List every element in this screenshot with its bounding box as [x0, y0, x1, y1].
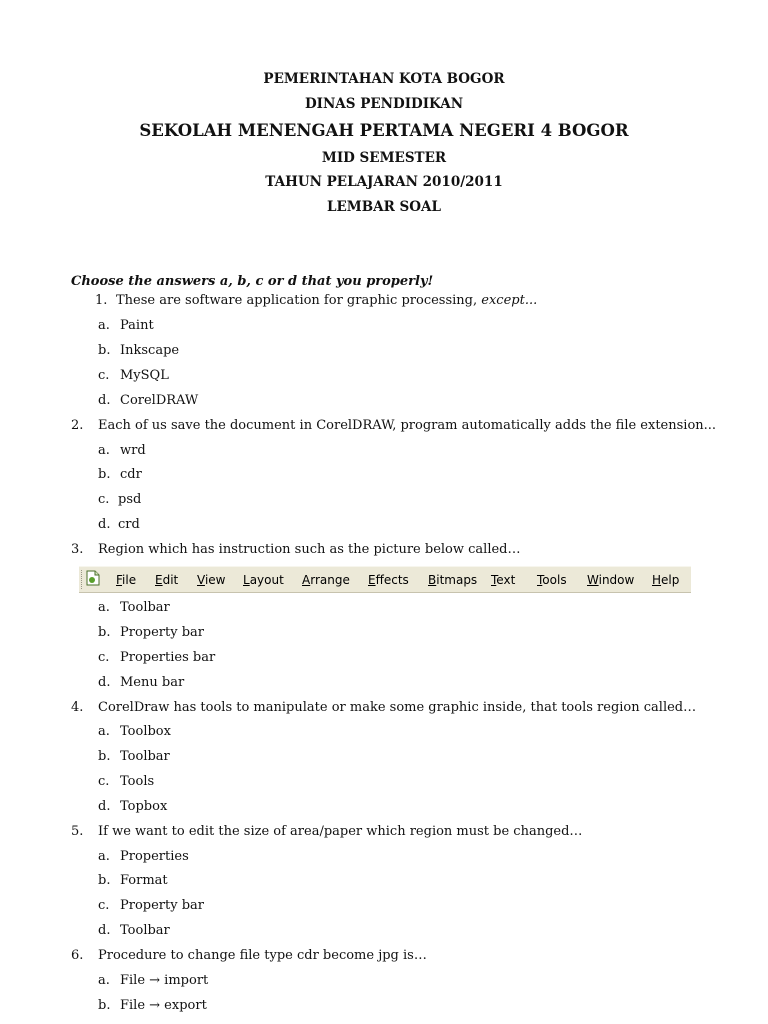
header-sheet-title: LEMBAR SOAL: [326, 199, 441, 215]
question-number: 3.: [71, 542, 84, 557]
toolbar-grip: [81, 570, 85, 589]
menu-effects: Effects: [368, 573, 409, 587]
question-text: Procedure to change file type cdr become jpg is…: [98, 948, 427, 963]
question-text: Each of us save the document in CorelDRAW, program automatically adds the file extension...: [98, 418, 717, 433]
question-number: 2.: [71, 418, 84, 433]
menu-arrange: Arrange: [302, 573, 350, 587]
menu-view: View: [197, 573, 226, 587]
instruction-text: Choose the answers a, b, c or d that you properly!: [71, 274, 434, 289]
menu-window: Window: [587, 573, 635, 587]
menu-text: Text: [491, 573, 516, 587]
question-number: 4.: [71, 700, 84, 715]
menu-layout: Layout: [243, 573, 284, 587]
header-school-name: SEKOLAH MENENGAH PERTAMA NEGERI 4 BOGOR: [139, 121, 629, 140]
question-text: If we want to edit the size of area/paper which region must be changed…: [98, 824, 583, 839]
menu-tools: Tools: [537, 573, 567, 587]
header-department: DINAS PENDIDIKAN: [304, 96, 464, 112]
menu-bitmaps: Bitmaps: [428, 573, 478, 587]
question-number: 1.: [95, 293, 108, 308]
question-number: 5.: [71, 824, 84, 839]
question-number: 6.: [71, 948, 84, 963]
question-text: These are software application for graphic processing, except...: [116, 293, 538, 308]
header-school-year: TAHUN PELAJARAN 2010/2011: [265, 174, 503, 190]
menu-file: File: [116, 573, 137, 587]
question-text: Region which has instruction such as the picture below called…: [98, 542, 521, 557]
coreldraw-menu-bar-image: [79, 566, 691, 593]
menu-edit: Edit: [155, 573, 179, 587]
header-exam-type: MID SEMESTER: [321, 150, 447, 166]
menu-help: Help: [652, 573, 680, 587]
coreldraw-document-icon: [86, 570, 100, 586]
question-text: CorelDraw has tools to manipulate or make some graphic inside, that tools region called…: [98, 700, 697, 715]
header-government: PEMERINTAHAN KOTA BOGOR: [263, 71, 505, 87]
